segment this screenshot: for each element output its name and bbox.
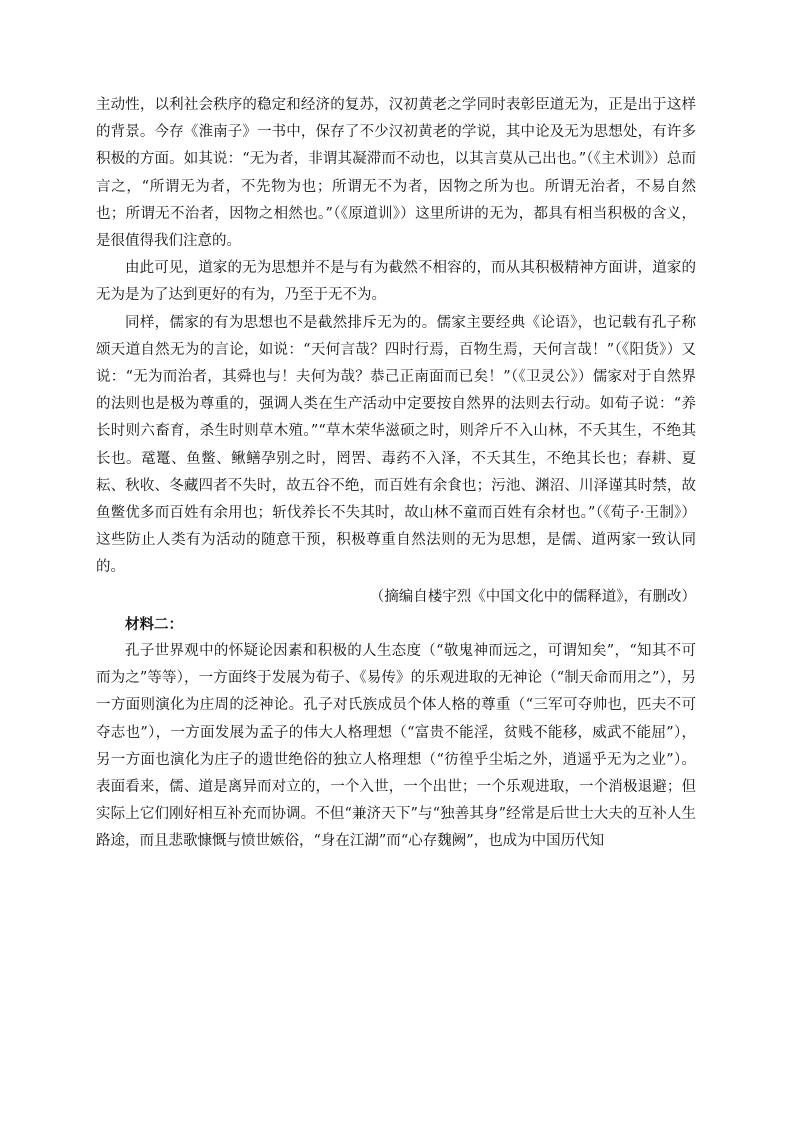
- paragraph-confucian: 同样，儒家的有为思想也不是截然排斥无为的。儒家主要经典《论语》，也记载有孔子称颂天道自然无为的言论，如说：“天何言哉？四时行焉，百物生焉，天何言哉！”（《阳货》）又说：“无为而治者，其舜也与！夫何为哉？恭己正南面而已矣！”（《卫灵公》）儒家对于自然界的法则也是极为尊重的，强调人类在生产活动中定要按自然界的法则去行动。如荀子说：“养长时则六畜育，杀生时则草木殖。”“草木荣华滋硕之时，则斧斤不入山林，不夭其生，不绝其长也。鼋鼍、鱼鳖、鳅鳝孕别之时，罔罟、毒药不入泽，不夭其生，不绝其长也；春耕、夏耘、秋收、冬藏四者不失时，故五谷不绝，而百姓有余食也；污池、渊沼、川泽谨其时禁，故鱼鳖优多而百姓有余用也；斩伐养长不失其时，故山林不童而百姓有余材也。”（《荀子·王制》）这些防止人类有为活动的随意干预，积极尊重自然法则的无为思想，是儒、道两家一致认同的。: [96, 314, 696, 576]
- material-two-heading: 材料二：: [125, 615, 183, 633]
- material-two-text: 孔子世界观中的怀疑论因素和积极的人生态度（“敬鬼神而远之，可谓知矣”，“知其不可而为之”等等），一方面终于发展为荀子、《易传》的乐观进取的无神论（“制天命而用之”），另一方面则演化为庄周的泛神论。孔子对氏族成员个体人格的尊重（“三军可夺帅也，匹夫不可夺志也”），一方面发展为孟子的伟大人格理想（“富贵不能淫，贫贱不能移，威武不能屈”），另一方面也演化为庄子的遗世绝俗的独立人格理想（“彷徨乎尘垢之外，逍遥乎无为之业”）。表面看来，儒、道是离异而对立的，一个入世，一个出世；一个乐观进取，一个消极退避；但实际上它们刚好相互补充而协调。不但“兼济天下”与“独善其身”经常是后世士大夫的互补人生路途，而且悲歌慷慨与愤世嫉俗，“身在江湖”而“心存魏阙”，也成为中国历代知: [96, 643, 696, 850]
- source-citation: （摘编自楼宇烈《中国文化中的儒释道》，有删改）: [369, 588, 696, 605]
- document-page: [96, 92, 696, 856]
- paragraph-continuation: 主动性，以利社会秩序的稳定和经济的复苏，汉初黄老之学同时表彰臣道无为，正是出于这样的背景。今存《淮南子》一书中，保存了不少汉初黄老的学说，其中论及无为思想处，有许多积极的方面。如其说：“无为者，非谓其凝滞而不动也，以其言莫从己出也。”（《主术训》）总而言之，“所谓无为者，不先物为也；所谓无不为者，因物之所为也。所谓无治者，不易自然也；所谓无不治者，因物之相然也。”（《原道训》）这里所讲的无为，都具有相当积极的含义，是很值得我们注意的。: [96, 97, 696, 250]
- paragraph-conclusion: 由此可见，道家的无为思想并不是与有为截然不相容的，而从其积极精神方面讲，道家的无为是为了达到更好的有为，乃至于无不为。: [96, 260, 696, 304]
